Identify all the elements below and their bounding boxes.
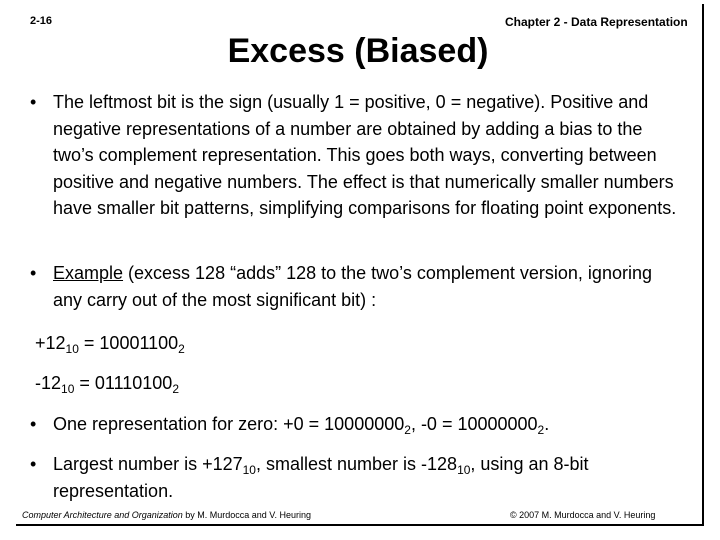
bullet-sign-bias — [30, 89, 680, 222]
bullet-text: Largest number is $+127_{10}$, smallest number is $-128_{10}$, using an 8-bit representation. — [53, 454, 589, 501]
example-lead: Example — [53, 263, 124, 283]
example-text: (excess 128 “adds” 128 to the two’s complement version, ignoring any carry out of the most significant bit) : — [53, 263, 652, 310]
footer-book — [22, 510, 311, 520]
chapter-label: Chapter 2 - Data Representation — [505, 15, 688, 29]
footer-authors: by M. Murdocca and V. Heuring — [182, 510, 311, 520]
bullet-marker: • — [30, 92, 37, 112]
bullet-marker: • — [30, 263, 37, 283]
bullet-text: The leftmost bit is the sign (usually 1 = positive, 0 = negative). Positive and negative representations of a number are obtained by adding a bias to the two’s complement representation. This goes both ways, converting between positive and negative numbers. The effect is that numerically smaller numbers have smaller bit patterns, simplifying comparisons for floating point exponents. — [53, 92, 677, 218]
bullet-text — [53, 260, 680, 313]
example-positive: $+12_{10} = 10001100_2$ — [35, 333, 185, 356]
footer-book-title: Computer Architecture and Organization — [22, 510, 183, 520]
example-negative: $-12_{10} = 01110100_2$ — [35, 373, 179, 396]
bullet-marker: • — [30, 454, 37, 474]
bullet-marker: • — [30, 414, 37, 434]
bullet-range — [30, 451, 680, 504]
slide-title: Excess (Biased) — [227, 32, 489, 70]
footer-copyright: © 2007 M. Murdocca and V. Heuring — [510, 510, 656, 520]
bullet-zero-representation — [30, 411, 680, 438]
slide-number: 2-16 — [30, 15, 53, 27]
bullet-text: One representation for zero: $+0 = 10000000_2$, $-0 = 10000000_2$. — [53, 414, 550, 437]
bullet-example — [30, 260, 680, 313]
